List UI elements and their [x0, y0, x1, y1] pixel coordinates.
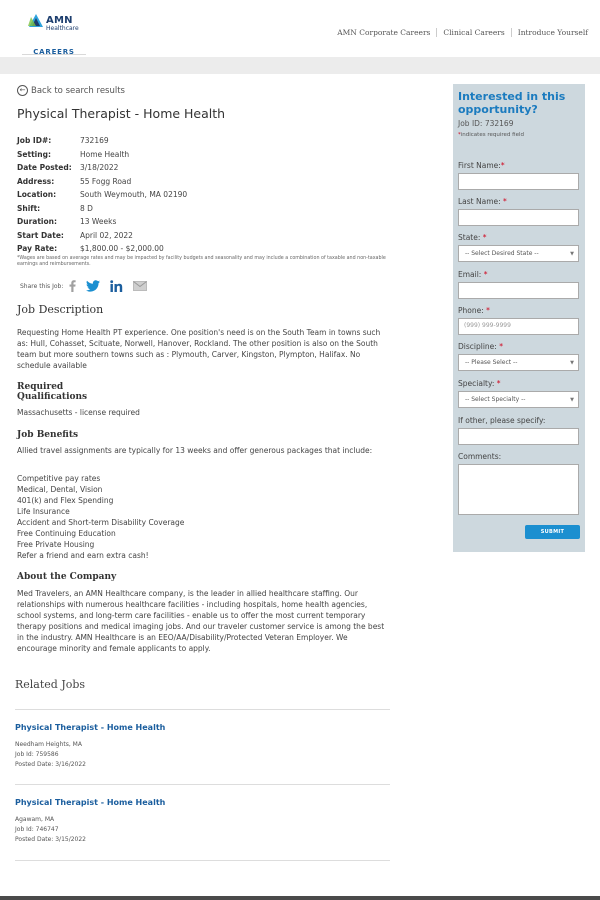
required-star: *	[496, 379, 501, 388]
nav-clinical-careers[interactable]: Clinical Careers	[437, 28, 511, 37]
related-job-posted: Posted Date: 3/16/2022	[15, 761, 86, 768]
job-title: Physical Therapist - Home Health	[17, 106, 226, 121]
email-group	[458, 270, 579, 299]
footer-bar	[0, 896, 600, 900]
state-label-text: State:	[458, 233, 483, 242]
chevron-down-icon: ▼	[570, 251, 574, 257]
required-star: *	[483, 270, 488, 279]
benefits-list	[17, 473, 387, 561]
specialty-group	[458, 379, 579, 408]
qualifications-heading-line1: Required	[17, 382, 64, 392]
comments-label: Comments:	[458, 452, 502, 461]
wage-disclaimer: *Wages are based on average rates and may be impacted by facility budgets and seasonality and may include a combination of taxable and non-taxable earnings and reimbursements.	[17, 256, 386, 267]
meta-address	[17, 175, 187, 189]
meta-value: Home Health	[80, 149, 130, 159]
related-job-id: Job Id: 746747	[15, 826, 59, 833]
state-select[interactable]	[458, 245, 579, 262]
chevron-down-icon: ▼	[570, 397, 574, 403]
first-name-label	[458, 161, 579, 170]
required-note	[458, 132, 580, 138]
job-meta	[17, 134, 187, 256]
logo-sub: Healthcare	[46, 25, 79, 32]
about-text: Med Travelers, an AMN Healthcare company, is the leader in allied healthcare staffing. Our relationships with numerous healthcare facilities - including hospitals, home health agencies, school systems, and long-term care facilities - enable us to offer the most current temporary therapy positions and medical imaging jobs. And our traveler customer service is among the best in the industry. AMN Healthcare is an EEO/AA/Disability/Protected Veteran Employer. We encourage minority and female applicants to apply.	[17, 589, 385, 653]
related-job-title-link[interactable]: Physical Therapist - Home Health	[15, 723, 166, 732]
nav-corporate-careers[interactable]: AMN Corporate Careers	[331, 28, 437, 37]
site-header	[0, 0, 600, 57]
share-label: Share this Job:	[20, 282, 64, 290]
phone-label-text: Phone:	[458, 306, 487, 315]
related-jobs-heading: Related Jobs	[15, 678, 86, 691]
discipline-label	[458, 342, 579, 351]
meta-value: South Weymouth, MA 02190	[80, 190, 188, 200]
discipline-label-text: Discipline:	[458, 342, 500, 351]
qualifications-text: Massachusetts - license required	[17, 408, 140, 417]
benefit-item: Competitive pay rates	[17, 474, 101, 483]
other-specialty-group	[458, 416, 579, 445]
email-label	[458, 270, 579, 279]
phone-label	[458, 306, 579, 315]
meta-duration	[17, 215, 187, 229]
qualifications-heading	[17, 383, 87, 402]
meta-label: Setting:	[17, 149, 51, 159]
meta-date-posted	[17, 161, 187, 175]
top-nav	[331, 28, 588, 37]
comments-textarea[interactable]	[458, 464, 579, 515]
related-job-id: Job Id: 759586	[15, 751, 59, 758]
benefit-item: Refer a friend and earn extra cash!	[17, 551, 149, 560]
discipline-select[interactable]	[458, 354, 579, 371]
required-star: *	[499, 342, 503, 351]
meta-value: 8 D	[80, 203, 93, 213]
form-job-id: Job ID: 732169	[458, 119, 514, 128]
chevron-down-icon: ▼	[570, 360, 574, 366]
amn-logo[interactable]	[22, 8, 86, 55]
share-bar	[20, 280, 157, 292]
first-name-input[interactable]	[458, 173, 579, 190]
benefit-item: Accident and Short-term Disability Coverage	[17, 518, 185, 527]
related-job-posted: Posted Date: 3/15/2022	[15, 836, 86, 843]
divider	[15, 784, 390, 785]
form-heading: Interested in this opportunity?	[458, 90, 566, 116]
required-note-text: indicates required field	[460, 132, 524, 138]
facebook-icon[interactable]	[69, 280, 76, 292]
last-name-label	[458, 197, 579, 206]
back-link-label: Back to search results	[31, 85, 125, 96]
back-arrow-icon: ←	[17, 85, 28, 96]
state-select-value: -- Select Desired State --	[465, 250, 539, 257]
apply-form-panel	[453, 84, 585, 552]
divider	[15, 709, 390, 710]
submit-button[interactable]: SUBMIT	[525, 525, 580, 539]
meta-label: Address:	[17, 176, 55, 186]
email-icon[interactable]	[133, 281, 147, 291]
other-specialty-input[interactable]	[458, 428, 579, 445]
divider	[15, 860, 390, 861]
last-name-group	[458, 197, 579, 226]
specialty-select-value: -- Select Specialty --	[465, 396, 526, 403]
meta-value: 55 Fogg Road	[80, 176, 132, 186]
logo-careers: CAREERS	[33, 48, 75, 56]
required-star: *	[486, 306, 490, 315]
specialty-label-text: Specialty:	[458, 379, 497, 388]
benefit-item: Medical, Dental, Vision	[17, 485, 103, 494]
meta-value: 732169	[80, 136, 109, 146]
twitter-icon[interactable]	[86, 280, 100, 292]
benefit-item: Life Insurance	[17, 507, 70, 516]
meta-label: Duration:	[17, 217, 57, 227]
email-label-text: Email:	[458, 270, 484, 279]
amn-logo-icon	[28, 13, 44, 29]
meta-label: Location:	[17, 190, 57, 200]
state-group	[458, 233, 579, 262]
required-star: *	[503, 197, 507, 206]
required-star: *	[482, 233, 487, 242]
email-input[interactable]	[458, 282, 579, 299]
meta-job-id	[17, 134, 187, 148]
meta-label: Pay Rate:	[17, 244, 58, 254]
first-name-label-text: First Name:	[458, 161, 501, 170]
related-job-card	[15, 723, 165, 770]
related-job-location: Needham Heights, MA	[15, 741, 82, 748]
benefit-item: 401(k) and Flex Spending	[17, 496, 114, 505]
meta-label: Shift:	[17, 203, 41, 213]
comments-group	[458, 452, 579, 515]
phone-group	[458, 306, 579, 335]
specialty-select[interactable]	[458, 391, 579, 408]
other-specialty-label: If other, please specify:	[458, 416, 546, 425]
benefit-item: Free Private Housing	[17, 540, 95, 549]
logo-brand: AMN	[46, 15, 73, 26]
back-to-results-link[interactable]	[17, 85, 125, 96]
meta-label: Job ID#:	[17, 136, 52, 146]
meta-value: April 02, 2022	[80, 230, 133, 240]
phone-input[interactable]: (999) 999-9999	[458, 318, 579, 335]
first-name-group	[458, 161, 579, 190]
nav-introduce-yourself[interactable]: Introduce Yourself	[517, 28, 588, 37]
state-label	[458, 233, 579, 242]
meta-setting	[17, 148, 187, 162]
related-job-location: Agawam, MA	[15, 816, 55, 823]
benefit-item: Free Continuing Education	[17, 529, 116, 538]
meta-value: $1,800.00 - $2,000.00	[80, 244, 164, 254]
about-heading: About the Company	[17, 572, 117, 582]
meta-location	[17, 188, 187, 202]
meta-value: 3/18/2022	[80, 163, 119, 173]
last-name-label-text: Last Name:	[458, 197, 504, 206]
benefits-heading: Job Benefits	[17, 430, 79, 440]
related-job-card	[15, 798, 165, 845]
discipline-group	[458, 342, 579, 371]
qualifications-heading-line2: Qualifications	[17, 391, 88, 402]
benefits-intro: Allied travel assignments are typically for 13 weeks and offer generous packages that include:	[17, 446, 373, 455]
meta-label: Date Posted:	[17, 163, 72, 173]
job-description-heading: Job Description	[17, 303, 104, 316]
last-name-input[interactable]	[458, 209, 579, 226]
related-job-title-link[interactable]: Physical Therapist - Home Health	[15, 798, 166, 807]
required-star: *	[458, 132, 461, 138]
discipline-select-value: -- Please Select --	[465, 359, 518, 366]
meta-value: 13 Weeks	[80, 217, 117, 227]
job-description-text: Requesting Home Health PT experience. One position's need is on the South Team in towns such as: Hull, Cohasset, Scituate, Norwell, Hanover, Rockland. The other position is also on the South team but more southern towns such as : Plymouth, Carver, Kingston, Plympton, Halifax. No schedule available	[17, 328, 381, 370]
linkedin-icon[interactable]	[110, 280, 123, 292]
meta-label: Start Date:	[17, 230, 64, 240]
meta-pay-rate	[17, 242, 187, 256]
header-band	[0, 57, 600, 74]
meta-start-date	[17, 229, 187, 243]
specialty-label	[458, 379, 579, 388]
meta-shift	[17, 202, 187, 216]
required-star: *	[500, 161, 505, 170]
